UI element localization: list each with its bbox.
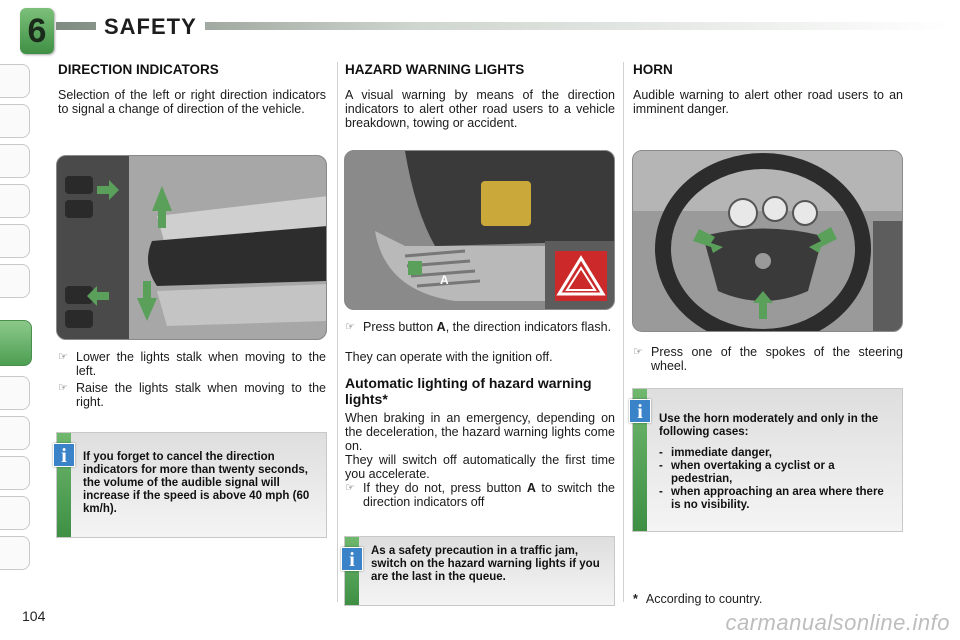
horn-heading: HORN bbox=[633, 62, 673, 77]
chapter-badge bbox=[20, 8, 54, 54]
hazard-button-photo bbox=[344, 150, 615, 310]
chapter-tab-8[interactable] bbox=[0, 376, 30, 410]
list-item: - when overtaking a cyclist or a pedestrian, bbox=[659, 460, 894, 486]
chapter-tab-9[interactable] bbox=[0, 416, 30, 450]
info-box-direction-indicators bbox=[56, 432, 327, 538]
chapter-tab-6[interactable] bbox=[0, 264, 30, 298]
info-text: As a safety precaution in a traffic jam, switch on the hazard warning lights if you are the last in the queue. bbox=[371, 545, 600, 583]
direction-indicators-intro: Selection of the left or right direction indicators to signal a change of direction of the vehicle. bbox=[58, 88, 326, 116]
footnote bbox=[633, 592, 762, 606]
list-item: - when approaching an area where there is no visibility. bbox=[659, 486, 894, 512]
info-box-horn-usage bbox=[632, 388, 903, 532]
bullet-switch-off: ☞ If they do not, press button A to switch the direction indicators off bbox=[345, 481, 616, 509]
column-divider bbox=[337, 62, 338, 602]
ignition-note: They can operate with the ignition off. bbox=[345, 350, 553, 364]
chapter-tab-5[interactable] bbox=[0, 224, 30, 258]
horn-intro: Audible warning to alert other road users to an imminent danger. bbox=[633, 88, 903, 116]
chapter-tab-2[interactable] bbox=[0, 104, 30, 138]
info-title: Use the horn moderately and only in the following cases: bbox=[659, 413, 879, 438]
bullet-press-button-a: ☞ Press button A, the direction indicators flash. bbox=[345, 320, 612, 334]
chapter-tabs bbox=[0, 64, 32, 574]
steering-wheel-illustration bbox=[633, 151, 903, 332]
hazard-warning-intro: A visual warning by means of the direction indicators to alert other road users to a vehicle breakdown, towing or accident. bbox=[345, 88, 615, 130]
column-divider bbox=[623, 62, 624, 602]
list-item: - immediate danger, bbox=[659, 447, 894, 460]
automatic-hazard-text-2: They will switch off automatically the first time you accelerate. bbox=[345, 453, 615, 481]
lights-stalk-photo bbox=[56, 155, 327, 340]
chapter-tab-11[interactable] bbox=[0, 496, 30, 530]
info-text bbox=[659, 413, 894, 512]
horn-usage-list bbox=[659, 447, 894, 512]
info-box-hazard-traffic-jam bbox=[344, 536, 615, 606]
info-i-icon: i bbox=[53, 443, 75, 467]
chapter-tab-12[interactable] bbox=[0, 536, 30, 570]
footnote-mark: * bbox=[633, 592, 638, 606]
pointing-hand-icon: ☞ bbox=[58, 351, 68, 363]
page-title: SAFETY bbox=[96, 14, 205, 40]
chapter-tab-10[interactable] bbox=[0, 456, 30, 490]
pointing-hand-icon: ☞ bbox=[58, 382, 68, 394]
lights-stalk-illustration bbox=[57, 156, 327, 340]
footnote-text: According to country. bbox=[645, 592, 763, 606]
info-i-icon: i bbox=[629, 399, 651, 423]
bullet-raise-stalk: ☞ Raise the lights stalk when moving to the right. bbox=[58, 381, 326, 409]
chapter-tab-4[interactable] bbox=[0, 184, 30, 218]
automatic-hazard-text-1: When braking in an emergency, depending on the deceleration, the hazard warning lights come on. bbox=[345, 411, 615, 453]
chapter-tab-1[interactable] bbox=[0, 64, 30, 98]
pointing-hand-icon: ☞ bbox=[345, 482, 355, 494]
steering-wheel-photo bbox=[632, 150, 903, 332]
automatic-hazard-heading: Automatic lighting of hazard warning lights* bbox=[345, 375, 592, 407]
info-i-icon: i bbox=[341, 547, 363, 571]
info-text: If you forget to cancel the direction indicators for more than twenty seconds, the volume of the audible signal will increase if the speed is above 40 mph (60 km/h). bbox=[83, 451, 310, 515]
page-number: 104 bbox=[22, 608, 46, 624]
chapter-number: 6 bbox=[27, 12, 47, 50]
pointing-hand-icon: ☞ bbox=[345, 321, 355, 333]
pointing-hand-icon: ☞ bbox=[633, 346, 643, 358]
dashboard-illustration bbox=[345, 151, 615, 310]
watermark: carmanualsonline.info bbox=[725, 610, 950, 635]
bullet-lower-stalk: ☞ Lower the lights stalk when moving to the left. bbox=[58, 350, 326, 378]
chapter-tab-3[interactable] bbox=[0, 144, 30, 178]
bullet-press-spoke: ☞ Press one of the spokes of the steering wheel. bbox=[633, 345, 903, 373]
chapter-tab-active[interactable] bbox=[0, 320, 32, 366]
direction-indicators-heading: DIRECTION INDICATORS bbox=[58, 62, 219, 77]
hazard-warning-heading: HAZARD WARNING LIGHTS bbox=[345, 62, 525, 77]
button-a-label: A bbox=[440, 273, 449, 287]
